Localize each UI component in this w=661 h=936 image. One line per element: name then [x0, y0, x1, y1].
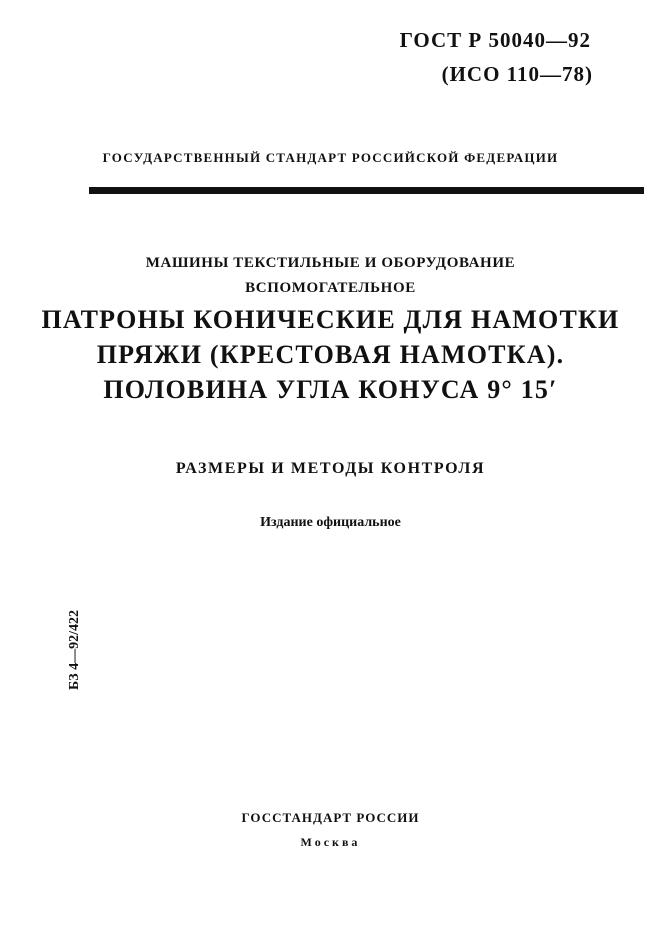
- title-line-1: ПАТРОНЫ КОНИЧЕСКИЕ ДЛЯ НАМОТКИ: [41, 305, 620, 334]
- iso-number: (ИСО 110—78): [441, 62, 593, 86]
- methods-heading: РАЗМЕРЫ И МЕТОДЫ КОНТРОЛЯ: [175, 460, 486, 477]
- header-divider: [89, 187, 644, 194]
- publisher: ГОССТАНДАРТ РОССИИ: [241, 810, 420, 825]
- side-code: БЗ 4—92/422: [67, 609, 82, 691]
- subtitle-line-2: ВСПОМОГАТЕЛЬНОЕ: [245, 280, 416, 296]
- city: Москва: [300, 835, 361, 849]
- subtitle-line-1: МАШИНЫ ТЕКСТИЛЬНЫЕ И ОБОРУДОВАНИЕ: [145, 255, 516, 271]
- gost-number: ГОСТ Р 50040—92: [399, 28, 591, 52]
- title-line-2: ПРЯЖИ (КРЕСТОВАЯ НАМОТКА).: [96, 340, 565, 369]
- state-standard-heading: ГОСУДАРСТВЕННЫЙ СТАНДАРТ РОССИЙСКОЙ ФЕДЕРАЦИИ: [102, 150, 559, 165]
- edition-label: Издание официальное: [260, 515, 401, 530]
- title-line-3: ПОЛОВИНА УГЛА КОНУСА 9° 15′: [103, 375, 558, 404]
